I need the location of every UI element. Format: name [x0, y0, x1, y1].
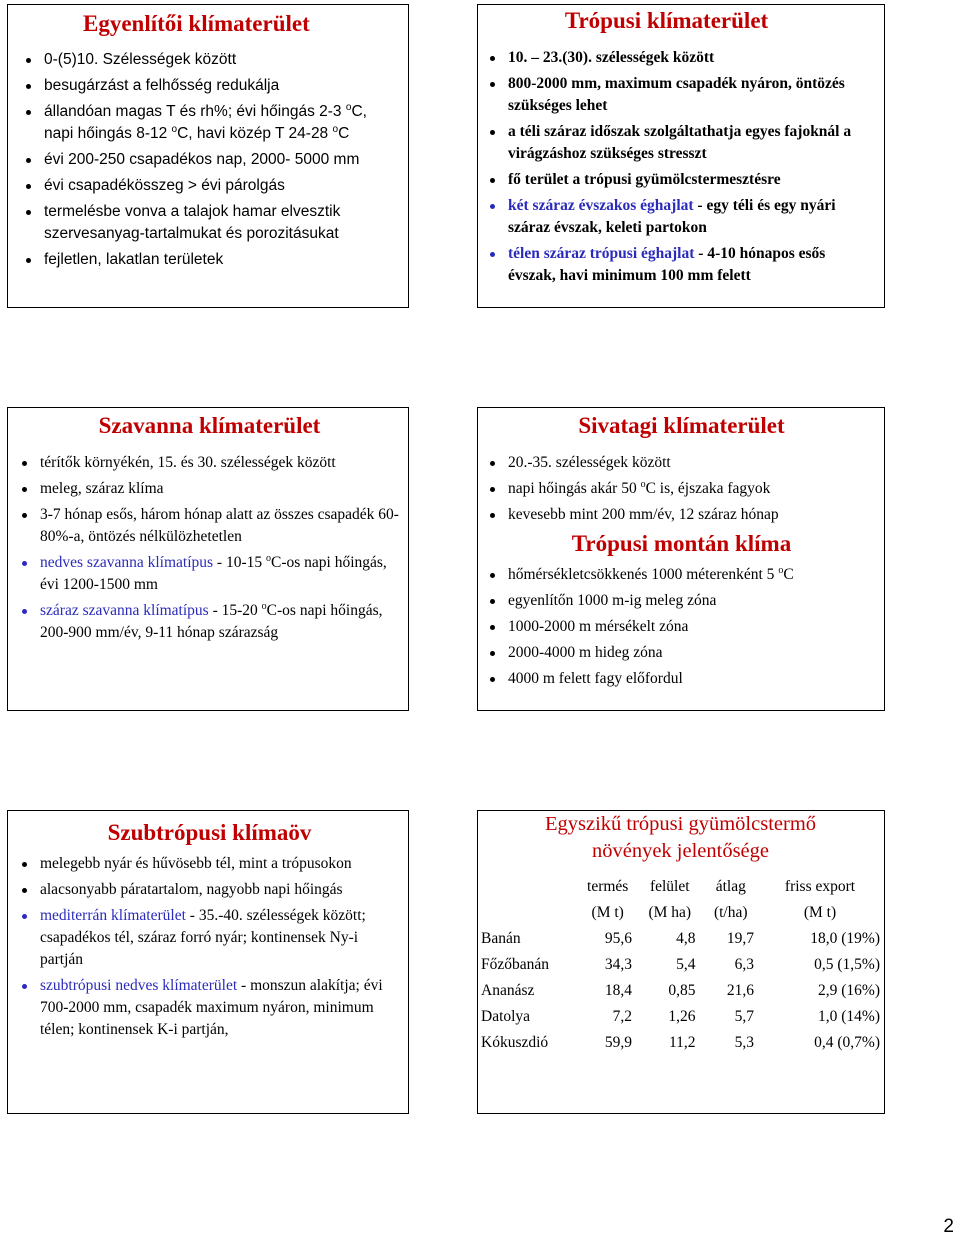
bullet-list: [23, 49, 396, 271]
slide-title-line1: Egyszikű trópusi gyümölcstermő: [544, 813, 817, 835]
table-cell: 34,3: [604, 956, 632, 973]
slide-title: Szubtrópusi klímaöv: [107, 820, 312, 845]
column-header: (t/ha): [713, 904, 748, 921]
table-row: [481, 952, 880, 978]
table-cell: 7,2: [612, 1008, 632, 1025]
bullet-list: [487, 47, 876, 287]
list-item: melegebb nyár és hűvösebb tél, mint a trópusokon: [19, 853, 400, 875]
slide-subtitle: Trópusi montán klíma: [571, 531, 792, 556]
column-header: felület: [649, 878, 690, 895]
slide-title-line2: növények jelentősége: [591, 840, 770, 862]
slide-subtropical: [7, 810, 409, 1114]
slide-tropical: [477, 4, 885, 308]
table-cell: 5,7: [734, 1008, 754, 1025]
table-cell: 11,2: [668, 1034, 696, 1051]
table-cell: 0,85: [668, 982, 696, 999]
list-item: meleg, száraz klíma: [19, 478, 400, 500]
table-cell: 5,4: [676, 956, 696, 973]
slide-savanna: [7, 407, 409, 711]
table-cell: 18,0 (19%): [810, 930, 880, 947]
column-header: (M ha): [648, 904, 692, 921]
list-item: 20.-35. szélességek között: [487, 452, 876, 474]
column-header: átlag: [715, 878, 746, 895]
table-row: [481, 926, 880, 952]
slide-fruit-table: [477, 810, 885, 1114]
column-header: (M t): [803, 904, 837, 921]
table-cell: 21,6: [726, 982, 754, 999]
row-label: Főzőbanán: [481, 956, 550, 973]
row-label: Datolya: [481, 1008, 531, 1025]
table-row: [481, 1030, 880, 1056]
list-item: 3-7 hónap esős, három hónap alatt az összes csapadék 60-80%-a, öntözés nélkülözhetetlen: [19, 504, 400, 548]
table-cell: 18,4: [604, 982, 632, 999]
table-cell: 1,0 (14%): [818, 1008, 880, 1025]
list-item: szubtrópusi nedves klímaterület - monszun alakítja; évi 700-2000 mm, csapadék maximum nyáron, minimum télen; kontinensek K-i partján,: [19, 975, 400, 1041]
bullet-list-montane: [487, 564, 876, 690]
list-item: fő terület a trópusi gyümölcstermesztésre: [487, 169, 876, 191]
list-item: termelésbe vonva a talajok hamar elvesztik szervesanyag-tartalmukat és porozitásukat: [23, 201, 396, 245]
list-item: kevesebb mint 200 mm/év, 12 száraz hónap: [487, 504, 876, 526]
highlight-term: nedves szavanna klímatípus: [40, 554, 214, 571]
list-item: 4000 m felett fagy előfordul: [487, 668, 876, 690]
list-item: nedves szavanna klímatípus - 10-15 $^o$C-os napi hőingás, évi 1200-1500 mm: [19, 552, 400, 596]
list-item: 800-2000 mm, maximum csapadék nyáron, öntözés szükséges lehet: [487, 73, 876, 117]
table-header-row: [481, 900, 880, 926]
list-item: télen száraz trópusi éghajlat - 4-10 hónapos esős évszak, havi minimum 100 mm felett: [487, 243, 876, 287]
slide-title: Sivatagi klímaterület: [578, 413, 785, 438]
table-cell: 4,8: [676, 930, 696, 947]
column-header: friss export: [784, 878, 856, 895]
slide-title: [481, 811, 880, 865]
row-label: Kókuszdió: [481, 1034, 549, 1051]
list-item: 10. – 23.(30). szélességek között: [487, 47, 876, 69]
column-header: (M t): [591, 904, 624, 921]
slide-title: Trópusi klímaterület: [564, 8, 769, 33]
list-item: egyenlítőn 1000 m-ig meleg zóna: [487, 590, 876, 612]
table-cell: 95,6: [604, 930, 632, 947]
page-number: 2: [943, 1216, 954, 1237]
highlight-term: mediterrán klímaterület: [40, 907, 186, 924]
list-item: száraz szavanna klímatípus - 15-20 $^o$C-os napi hőingás, 200-900 mm/év, 9-11 hónap szárazság: [19, 600, 400, 644]
list-item: 2000-4000 m hideg zóna: [487, 642, 876, 664]
list-item: állandóan magas T és rh%; évi hőingás 2-3 $^o$C, napi hőingás 8-12 $^o$C, havi közép T 24-28 $^o$C: [23, 101, 396, 145]
list-item: 1000-2000 m mérsékelt zóna: [487, 616, 876, 638]
table-cell: 6,3: [734, 956, 754, 973]
list-item: évi csapadékösszeg > évi párolgás: [23, 175, 396, 197]
list-item: hőmérsékletcsökkenés 1000 méterenként 5 $^o$C: [487, 564, 876, 586]
list-item: besugárzást a felhősség redukálja: [23, 75, 396, 97]
highlight-term: száraz szavanna klímatípus: [40, 602, 209, 619]
table-cell: 1,26: [668, 1008, 696, 1025]
table-cell: 0,5 (1,5%): [814, 956, 880, 973]
list-item: alacsonyabb páratartalom, nagyobb napi hőingás: [19, 879, 400, 901]
list-item: a téli száraz időszak szolgáltathatja egyes fajoknál a virágzáshoz szükséges stresszt: [487, 121, 876, 165]
slide-desert: [477, 407, 885, 711]
table-cell: 0,4 (0,7%): [814, 1034, 880, 1051]
list-item: mediterrán klímaterület - 35.-40. szélességek között; csapadékos tél, száraz forró nyár; kontinensek Ny-i partján: [19, 905, 400, 971]
table-cell: 19,7: [726, 930, 754, 947]
table-row: [481, 1004, 880, 1030]
highlight-term: télen száraz trópusi éghajlat: [508, 245, 695, 262]
table-cell: 59,9: [604, 1034, 632, 1051]
table-header-row: [481, 874, 880, 900]
list-item: évi 200-250 csapadékos nap, 2000- 5000 mm: [23, 149, 396, 171]
bullet-list: [487, 452, 876, 526]
highlight-term: két száraz évszakos éghajlat: [508, 197, 694, 214]
slide-equatorial: [7, 4, 409, 308]
list-item: két száraz évszakos éghajlat - egy téli és egy nyári száraz évszak, keleti partokon: [487, 195, 876, 239]
slide-title: Szavanna klímaterület: [98, 413, 321, 438]
table-cell: 5,3: [734, 1034, 754, 1051]
slide-title: Egyenlítői klímaterület: [83, 11, 310, 36]
table-row: [481, 978, 880, 1004]
list-item: fejletlen, lakatlan területek: [23, 249, 396, 271]
fruit-table: [481, 874, 880, 1056]
row-label: Banán: [481, 930, 521, 947]
column-header: termés: [587, 878, 629, 895]
highlight-term: szubtrópusi nedves klímaterület: [40, 977, 238, 994]
bullet-list: [19, 452, 400, 644]
bullet-list: [19, 853, 400, 1041]
row-label: Ananász: [481, 982, 535, 999]
list-item: napi hőingás akár 50 $^o$C is, éjszaka fagyok: [487, 478, 876, 500]
list-item: térítők környékén, 15. és 30. szélességek között: [19, 452, 400, 474]
table-cell: 2,9 (16%): [818, 982, 880, 999]
list-item: 0-(5)10. Szélességek között: [23, 49, 396, 71]
